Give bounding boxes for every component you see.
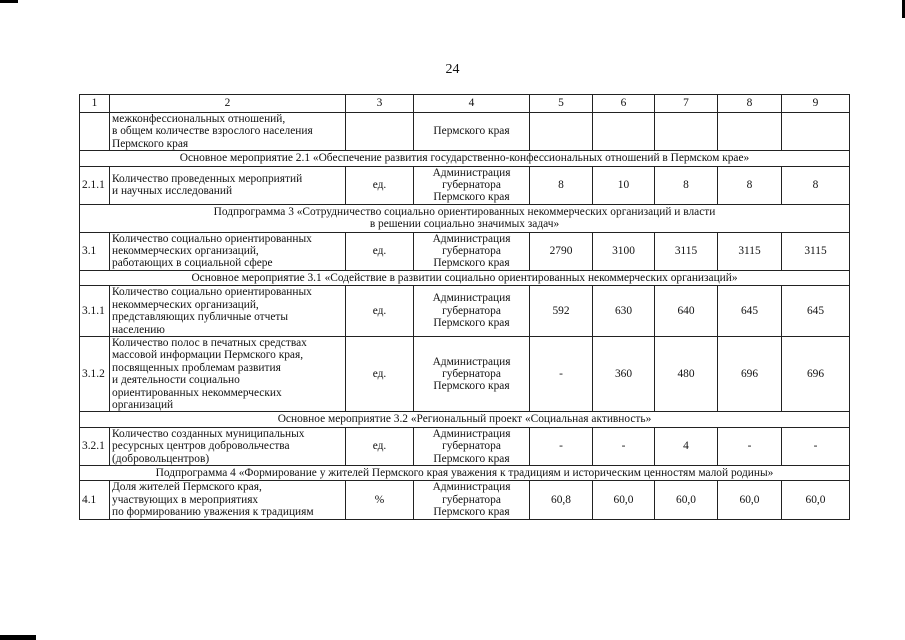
value-cell: - <box>530 427 593 465</box>
responsible-line: Пермского края <box>433 257 510 270</box>
responsible-line: губернатора <box>442 304 501 317</box>
section-heading <box>80 151 850 166</box>
responsible-line: Администрация <box>432 481 511 494</box>
responsible-cell <box>414 232 530 270</box>
section-heading-line: Основное мероприятие 3.2 «Региональный проект «Социальная активность» <box>277 413 652 426</box>
indicator-name-line: (добровольцентров) <box>112 452 210 465</box>
responsible-line: Администрация <box>432 427 511 440</box>
value-cell: 4 <box>655 427 718 465</box>
responsible-line: Пермского края <box>433 317 510 330</box>
table-row <box>80 481 850 519</box>
unit-cell: ед. <box>346 232 414 270</box>
unit-cell: ед. <box>346 166 414 204</box>
indicator-name-line: Количество проведенных мероприятий <box>112 172 303 185</box>
responsible-cell <box>414 113 530 151</box>
column-number: 6 <box>593 95 655 113</box>
responsible-line: губернатора <box>442 367 501 380</box>
indicator-name-line: межконфессиональных отношений, <box>112 113 286 125</box>
responsible-line: губернатора <box>442 440 501 453</box>
indicator-name-line: Доля жителей Пермского края, <box>112 481 262 494</box>
value-cell: 60,8 <box>530 481 593 519</box>
scan-edge-mark <box>0 635 36 640</box>
value-cell: 60,0 <box>718 481 782 519</box>
section-row <box>80 412 850 427</box>
value-cell: 8 <box>655 166 718 204</box>
responsible-line: Пермского края <box>433 191 510 204</box>
value-cell: 10 <box>593 166 655 204</box>
indicator-name-line: работающих в социальной сфере <box>112 257 273 270</box>
responsible-line: Пермского края <box>433 380 510 393</box>
section-heading <box>80 204 850 232</box>
responsible-cell <box>414 286 530 337</box>
indicator-name-line: некоммерческих организаций, <box>112 245 259 258</box>
section-heading <box>80 465 850 480</box>
indicator-name-line: Пермского края <box>112 137 189 150</box>
unit-cell: ед. <box>346 336 414 411</box>
indicator-name-line: населению <box>112 323 165 336</box>
value-cell: 3115 <box>718 232 782 270</box>
unit-cell <box>346 113 414 151</box>
responsible-line: Администрация <box>432 232 511 245</box>
indicator-name-line: участвующих в мероприятиях <box>112 493 259 506</box>
indicator-name-line: некоммерческих организаций, <box>112 298 259 311</box>
value-cell: 592 <box>530 286 593 337</box>
unit-cell: ед. <box>346 286 414 337</box>
scan-edge-mark <box>0 0 18 3</box>
indicator-name-line: представляющих публичные отчеты <box>112 311 289 324</box>
value-cell: 8 <box>530 166 593 204</box>
value-cell: 645 <box>718 286 782 337</box>
value-cell: 8 <box>718 166 782 204</box>
indicator-number: 4.1 <box>80 481 110 519</box>
value-cell: 60,0 <box>593 481 655 519</box>
responsible-line: Пермского края <box>433 125 510 138</box>
indicator-name-line: в общем количестве взрослого населения <box>112 125 313 138</box>
column-number: 7 <box>655 95 718 113</box>
value-cell <box>782 113 850 151</box>
indicator-number: 3.1.2 <box>80 336 110 411</box>
value-cell: - <box>530 336 593 411</box>
indicator-number: 3.1.1 <box>80 286 110 337</box>
responsible-line: губернатора <box>442 245 501 258</box>
column-number-row <box>80 95 850 113</box>
column-number: 5 <box>530 95 593 113</box>
indicator-name <box>110 286 346 337</box>
column-number: 4 <box>414 95 530 113</box>
responsible-cell <box>414 427 530 465</box>
value-cell: - <box>593 427 655 465</box>
value-cell: 696 <box>782 336 850 411</box>
indicator-name-line: посвященных проблемам развития <box>112 361 281 374</box>
section-row <box>80 465 850 480</box>
responsible-cell <box>414 336 530 411</box>
responsible-line: Администрация <box>432 355 511 368</box>
section-heading-line: Подпрограмма 4 «Формирование у жителей Пермского края уважения к традициям и историческим ценностям малой родины» <box>155 466 774 479</box>
section-heading-line: Подпрограмма 3 «Сотрудничество социально ориентированных некоммерческих организаций и власти <box>213 205 716 218</box>
responsible-cell <box>414 166 530 204</box>
table-body <box>80 95 850 520</box>
value-cell <box>718 113 782 151</box>
indicator-number: 3.1 <box>80 232 110 270</box>
indicator-name <box>110 481 346 519</box>
indicator-name <box>110 232 346 270</box>
column-number: 2 <box>110 95 346 113</box>
value-cell: 3115 <box>782 232 850 270</box>
value-cell: 360 <box>593 336 655 411</box>
page-number: 24 <box>445 62 460 77</box>
table-row <box>80 427 850 465</box>
indicator-name-line: Количество социально ориентированных <box>112 232 312 245</box>
responsible-line: губернатора <box>442 493 501 506</box>
table-row <box>80 232 850 270</box>
value-cell <box>655 113 718 151</box>
indicator-name <box>110 113 346 151</box>
section-heading-line: в решении социально значимых задач» <box>369 218 560 231</box>
table-row <box>80 286 850 337</box>
table-row <box>80 336 850 411</box>
value-cell: 8 <box>782 166 850 204</box>
indicator-number: 2.1.1 <box>80 166 110 204</box>
indicator-name-line: Количество полос в печатных средствах <box>112 336 307 349</box>
indicator-name-line: ориентированных некоммерческих <box>112 386 282 399</box>
section-heading <box>80 270 850 285</box>
indicator-name <box>110 336 346 411</box>
section-heading-line: Основное мероприятие 2.1 «Обеспечение развития государственно-конфессиональных отношений в Пермском крае» <box>179 152 750 165</box>
value-cell: 2790 <box>530 232 593 270</box>
section-row <box>80 270 850 285</box>
indicator-name-line: массовой информации Пермского края, <box>112 349 304 362</box>
responsible-line: губернатора <box>442 179 501 192</box>
indicator-name-line: и научных исследований <box>112 185 233 198</box>
value-cell: 60,0 <box>782 481 850 519</box>
indicator-name-line: организаций <box>112 398 174 411</box>
value-cell: 645 <box>782 286 850 337</box>
unit-cell: ед. <box>346 427 414 465</box>
unit-cell: % <box>346 481 414 519</box>
value-cell: 480 <box>655 336 718 411</box>
column-number: 9 <box>782 95 850 113</box>
column-number: 8 <box>718 95 782 113</box>
indicator-name <box>110 427 346 465</box>
responsible-cell <box>414 481 530 519</box>
indicator-name-line: ресурсных центров добровольчества <box>112 440 290 453</box>
indicator-name-line: Количество созданных муниципальных <box>112 427 305 440</box>
indicator-name <box>110 166 346 204</box>
value-cell: 3115 <box>655 232 718 270</box>
indicators-table <box>79 94 850 520</box>
responsible-line: Пермского края <box>433 506 510 519</box>
responsible-line: Пермского края <box>433 452 510 465</box>
responsible-line: Администрация <box>432 166 511 179</box>
value-cell <box>530 113 593 151</box>
value-cell: - <box>782 427 850 465</box>
indicator-number: 3.2.1 <box>80 427 110 465</box>
value-cell <box>593 113 655 151</box>
value-cell: 3100 <box>593 232 655 270</box>
indicator-number <box>80 113 110 151</box>
indicator-name-line: Количество социально ориентированных <box>112 286 312 299</box>
value-cell: - <box>718 427 782 465</box>
section-heading <box>80 412 850 427</box>
table-row <box>80 113 850 151</box>
indicator-name-line: и деятельности социально <box>112 374 240 387</box>
table-row <box>80 166 850 204</box>
column-number: 3 <box>346 95 414 113</box>
value-cell: 640 <box>655 286 718 337</box>
section-row <box>80 151 850 166</box>
section-heading-line: Основное мероприятие 3.1 «Содействие в развитии социально ориентированных некоммерческих организаций» <box>191 271 738 284</box>
section-row <box>80 204 850 232</box>
column-number: 1 <box>80 95 110 113</box>
indicator-name-line: по формированию уважения к традициям <box>112 506 314 519</box>
value-cell: 60,0 <box>655 481 718 519</box>
responsible-line: Администрация <box>432 292 511 305</box>
value-cell: 696 <box>718 336 782 411</box>
value-cell: 630 <box>593 286 655 337</box>
